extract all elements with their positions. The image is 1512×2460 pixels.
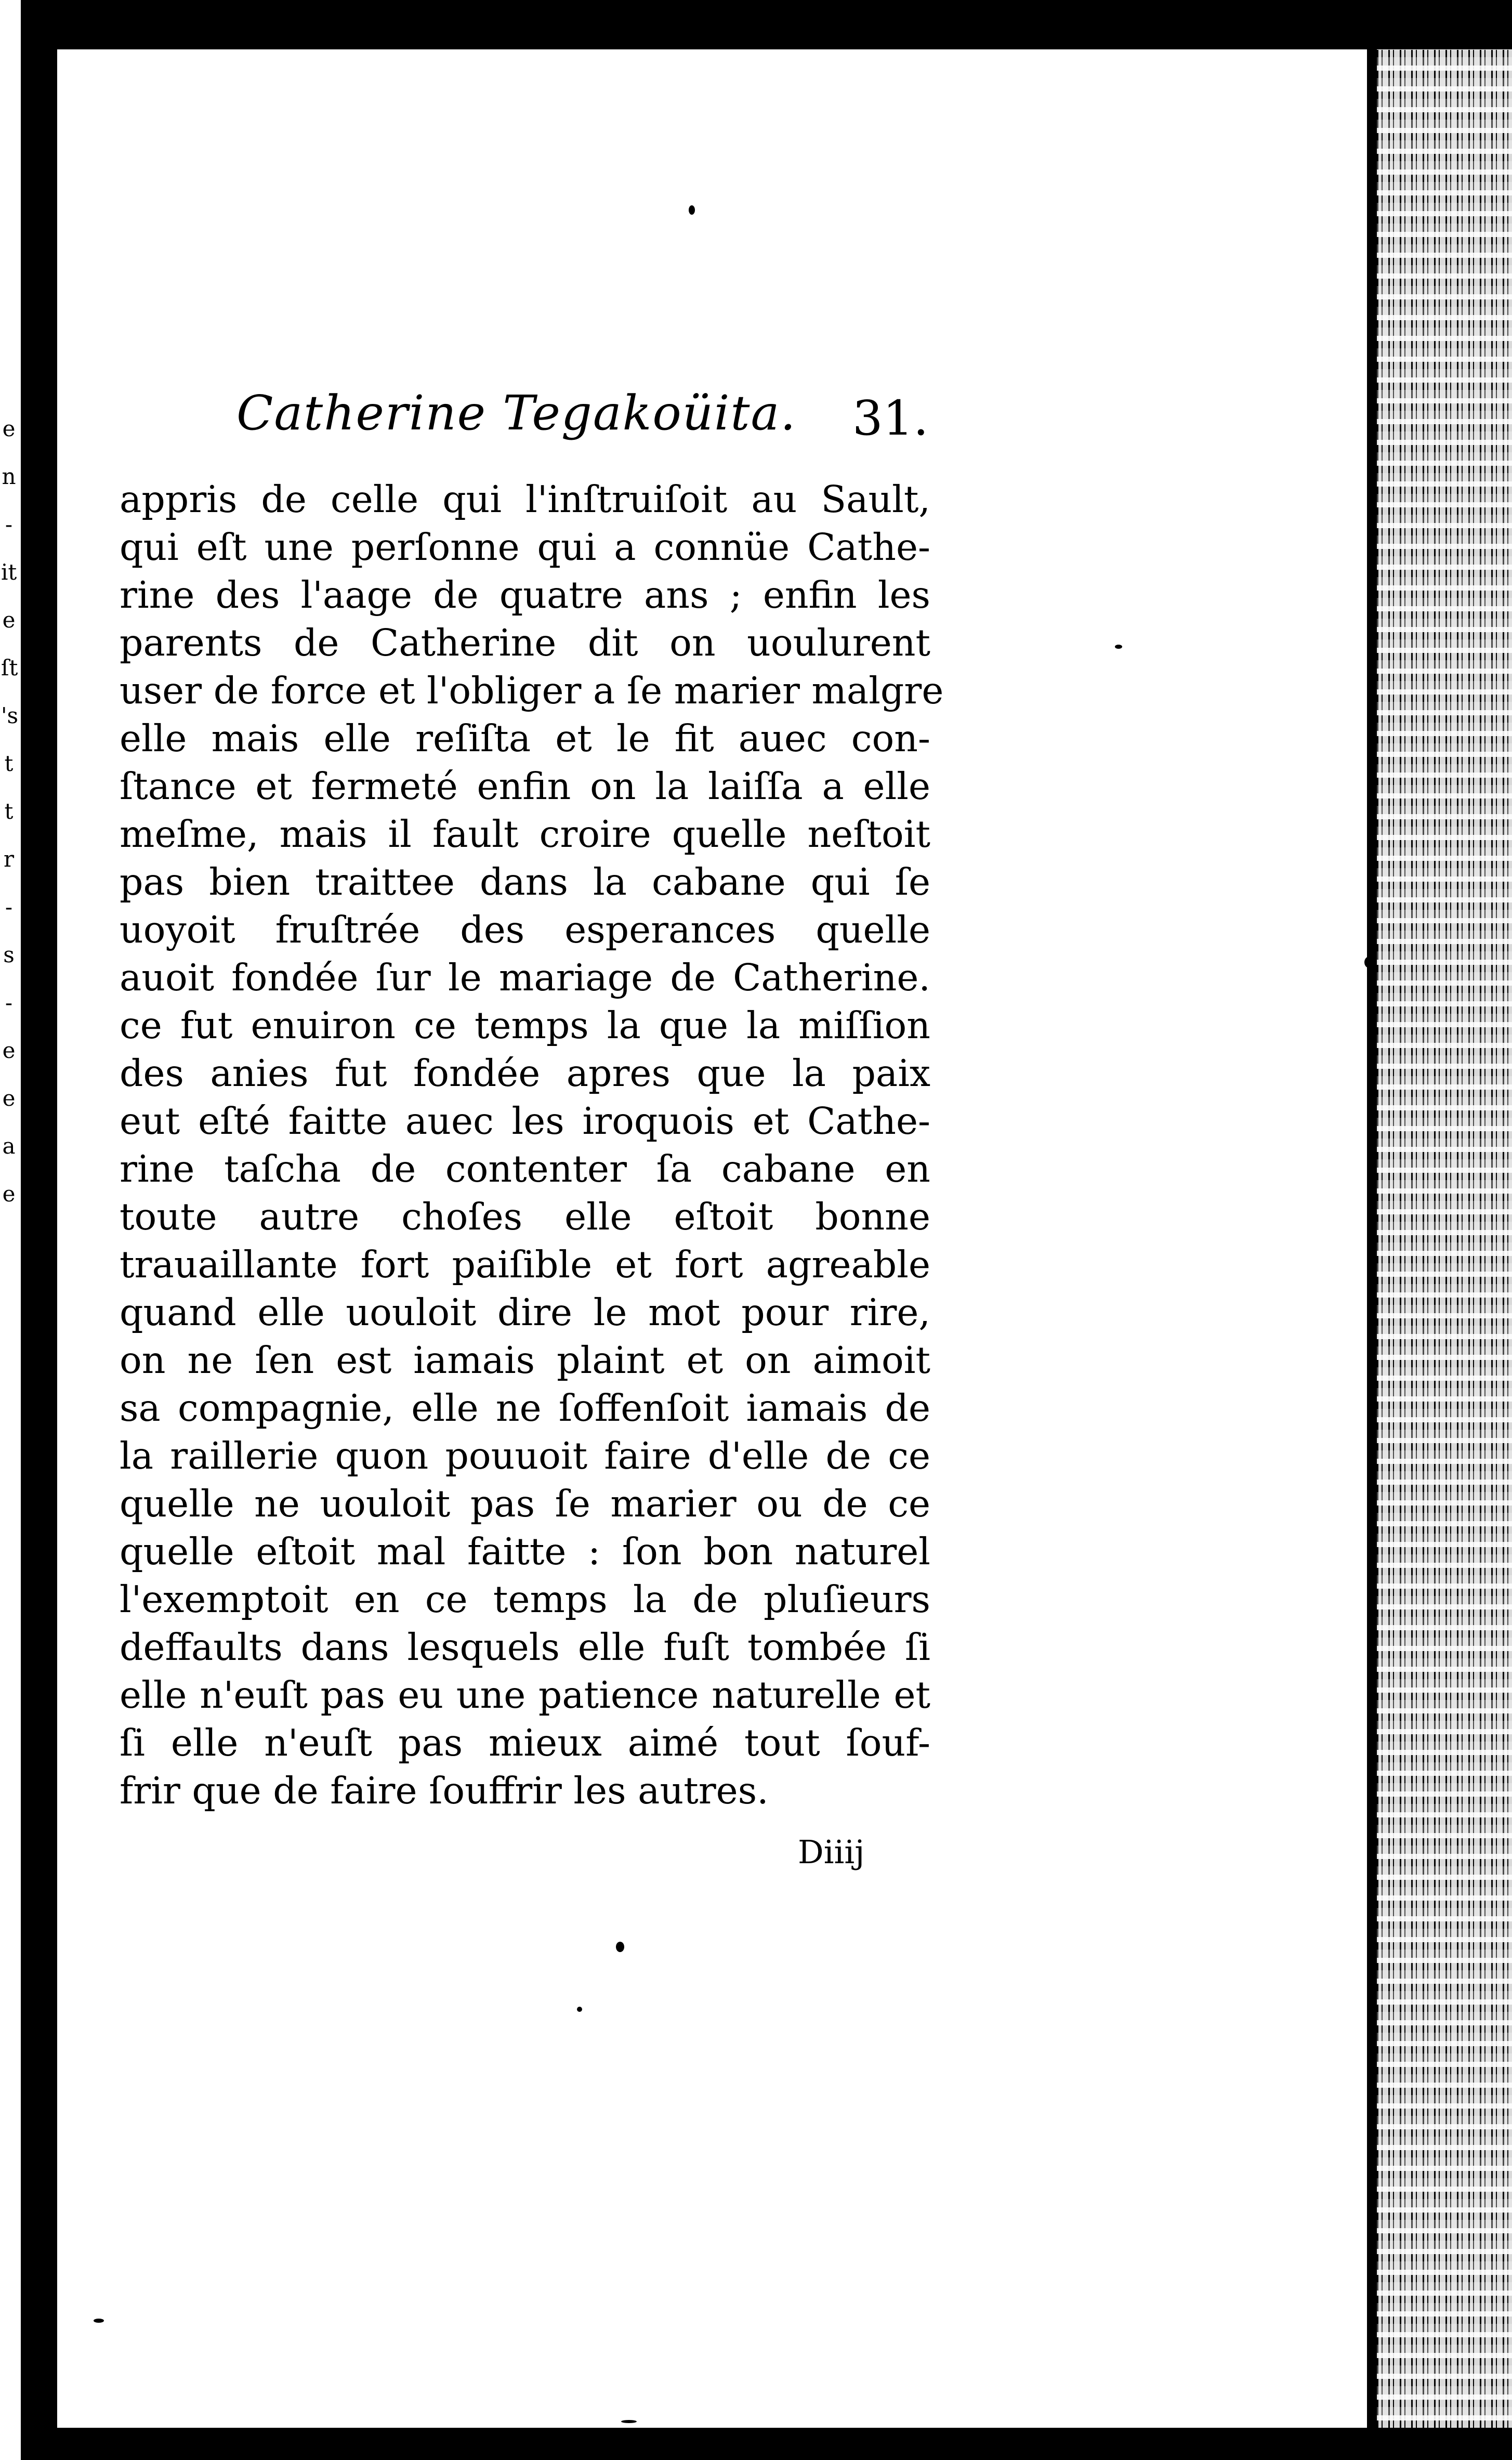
facing-fragment: e <box>2 416 16 441</box>
facing-page-strip <box>0 0 25 2460</box>
text-line: eut eſté faitte auec les iroquois et Cathe- <box>120 1100 930 1143</box>
body-text <box>120 476 944 1815</box>
page-edge-texture-mask <box>1377 49 1512 2428</box>
facing-fragment: a <box>2 1133 16 1159</box>
facing-fragment: t <box>4 751 14 776</box>
scan-speck <box>94 2319 104 2323</box>
facing-fragment: e <box>2 1038 16 1063</box>
signature-mark: Diiij <box>798 1833 865 1871</box>
text-line: pas bien traittee dans la cabane qui ſe <box>120 860 930 904</box>
text-line: l'exemptoit en ce temps la de pluſieurs <box>120 1578 930 1621</box>
text-line: des anies fut fondée apres que la paix <box>120 1052 930 1095</box>
text-line: qui eſt une perſonne qui a connüe Cathe- <box>120 526 930 569</box>
facing-fragment: ſt <box>1 655 18 681</box>
facing-fragment: r <box>3 846 15 872</box>
text-line: quand elle uouloit dire le mot pour rire, <box>120 1291 930 1334</box>
text-line: quelle eſtoit mal faitte : ſon bon naturel <box>120 1530 930 1573</box>
scan-speck <box>689 205 695 215</box>
facing-page-fragments <box>0 416 21 1352</box>
scan-speck <box>621 2420 637 2423</box>
text-line: ſtance et fermeté enfin on la laiſſa a elle <box>120 765 930 808</box>
text-line: rine des l'aage de quatre ans ; enfin les <box>120 573 930 617</box>
bottom-scan-edge <box>57 2428 1512 2460</box>
text-line: trauaillante fort paiſible et fort agreable <box>120 1243 930 1286</box>
facing-fragment: 's <box>1 703 19 728</box>
running-title: Catherine Tegakoüita. <box>236 385 797 441</box>
text-line: auoit fondée ſur le mariage de Catherine. <box>120 956 930 999</box>
facing-fragment: it <box>1 559 17 585</box>
text-line: user de force et l'obliger a ſe marier malgre <box>120 669 944 712</box>
text-line: quelle ne uouloit pas ſe marier ou de ce <box>120 1482 930 1525</box>
page-number: 31. <box>852 390 929 446</box>
text-line: deffaults dans lesquels elle fuſt tombée ſi <box>120 1626 930 1669</box>
text-line: sa compagnie, elle ne ſoffenſoit iamais de <box>120 1386 930 1430</box>
facing-fragment: t <box>4 799 14 824</box>
text-line: rine taſcha de contenter ſa cabane en <box>120 1147 930 1190</box>
text-line: appris de celle qui l'inſtruiſoit au Sault, <box>120 478 930 521</box>
facing-fragment: - <box>5 512 13 537</box>
facing-fragment: s <box>3 942 15 967</box>
text-line: ce fut enuiron ce temps la que la miſſion <box>120 1004 930 1047</box>
text-line: frir que de faire ſouffrir les autres. <box>120 1769 769 1812</box>
text-line: meſme, mais il fault croire quelle neſtoit <box>120 813 930 856</box>
text-line: ſi elle n'euſt pas mieux aimé tout ſouf- <box>120 1721 930 1764</box>
text-line: parents de Catherine dit on uoulurent <box>120 621 930 664</box>
facing-fragment: n <box>2 464 16 489</box>
scan-speck <box>616 1942 624 1952</box>
text-line: toute autre choſes elle eſtoit bonne <box>120 1195 930 1238</box>
facing-fragment: e <box>2 1181 16 1207</box>
scan-speck <box>577 2007 582 2012</box>
scan-speck <box>1115 645 1122 649</box>
text-line: la raillerie quon pouuoit faire d'elle de ce <box>120 1434 930 1477</box>
text-line: on ne ſen est iamais plaint et on aimoit <box>120 1339 930 1382</box>
facing-fragment: e <box>2 1085 16 1111</box>
facing-fragment: e <box>2 607 16 633</box>
book-page <box>57 49 1367 2428</box>
facing-fragment: - <box>5 894 13 920</box>
facing-fragment: - <box>5 990 13 1015</box>
text-line: elle mais elle reſiſta et le fit auec con- <box>120 717 930 760</box>
text-line: uoyoit fruſtrée des esperances quelle <box>120 908 930 951</box>
text-line: elle n'euſt pas eu une patience naturelle et <box>120 1673 930 1717</box>
scan-speck <box>1364 957 1374 968</box>
